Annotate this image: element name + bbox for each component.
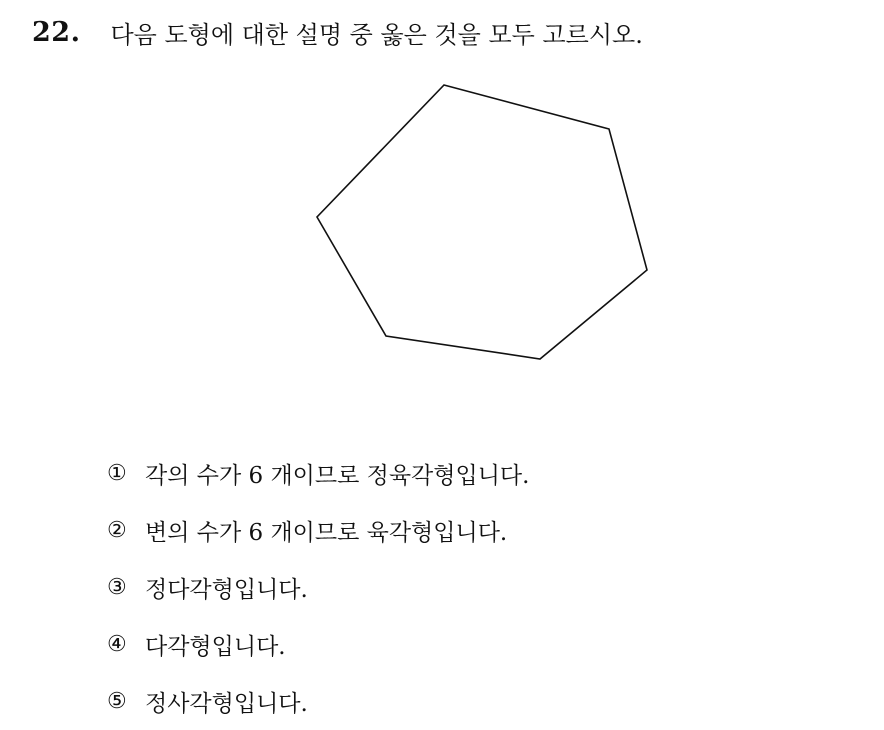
option-text: 변의 수가 6 개이므로 육각형입니다. xyxy=(145,520,508,546)
option-marker: ③ xyxy=(107,575,127,600)
option-marker: ⑤ xyxy=(107,689,127,714)
question-number: 22. xyxy=(32,16,81,48)
option-marker: ② xyxy=(107,518,127,543)
option-text: 정다각형입니다. xyxy=(145,577,308,603)
option-marker: ④ xyxy=(107,632,127,657)
hexagon-shape xyxy=(317,85,647,359)
option-3[interactable] xyxy=(107,559,529,616)
option-text: 다각형입니다. xyxy=(145,634,286,660)
option-text: 정사각형입니다. xyxy=(145,691,308,717)
option-2[interactable] xyxy=(107,502,529,559)
option-marker: ① xyxy=(107,461,127,486)
option-4[interactable] xyxy=(107,616,529,673)
question-text: 다음 도형에 대한 설명 중 옳은 것을 모두 고르시오. xyxy=(110,20,643,49)
option-1[interactable] xyxy=(107,445,529,502)
option-text: 각의 수가 6 개이므로 정육각형입니다. xyxy=(145,463,530,489)
option-5[interactable] xyxy=(107,673,529,730)
answer-options xyxy=(107,445,529,730)
